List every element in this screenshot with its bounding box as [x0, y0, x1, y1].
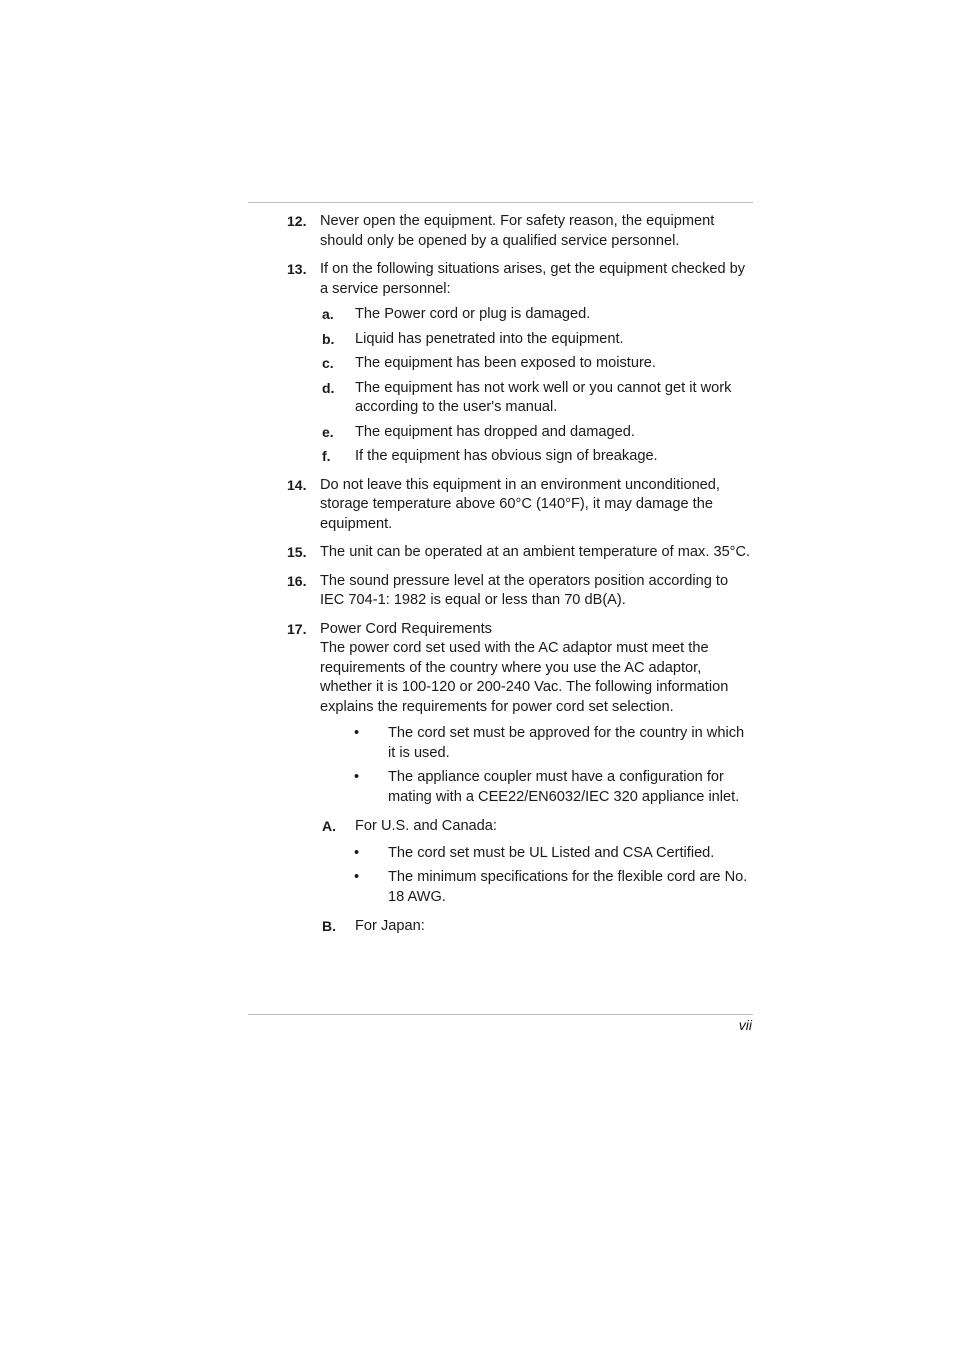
item-text: The sound pressure level at the operators position according to IEC 704-1: 1982 is equal or less than 70 dB(A).	[320, 572, 729, 608]
item-number: 16.	[287, 572, 307, 589]
bullet-text: The cord set must be UL Listed and CSA Certified.	[388, 844, 715, 861]
bullet-item	[320, 768, 753, 807]
item-text: The unit can be operated at an ambient temperature of max. 35°C.	[320, 544, 751, 560]
item-number: 15.	[287, 544, 307, 560]
sub-item-d	[320, 379, 753, 418]
bullet-text: The appliance coupler must have a configuration for mating with a CEE22/EN6032/IEC 320 appliance inlet.	[388, 769, 740, 805]
sub-list	[320, 305, 753, 467]
sub-item-letter: d.	[322, 379, 335, 396]
bullet-icon: •	[354, 844, 360, 861]
sub-item-letter: f.	[322, 448, 331, 464]
sub-section-letter: A.	[322, 818, 336, 834]
item-number: 17.	[287, 620, 307, 637]
sub-item-f	[320, 447, 753, 467]
bullet-list	[320, 844, 753, 908]
list-item-13	[248, 260, 753, 467]
top-rule	[248, 202, 753, 203]
sub-item-text: The equipment has been exposed to moisture.	[355, 355, 656, 371]
bullet-text: The cord set must be approved for the country in which it is used.	[388, 725, 745, 761]
sub-item-c	[320, 354, 753, 374]
sub-item-letter: b.	[322, 330, 335, 347]
item-text: If on the following situations arises, get the equipment checked by a service personnel:	[320, 261, 746, 297]
bullet-item	[320, 724, 753, 763]
sub-item-letter: c.	[322, 355, 334, 371]
list-item-17	[248, 620, 753, 937]
bullet-icon: •	[354, 769, 360, 785]
list-item-15	[248, 543, 753, 563]
bullet-icon: •	[354, 725, 360, 741]
bullet-icon: •	[354, 869, 360, 885]
item-text: Do not leave this equipment in an environment unconditioned, storage temperature above 60°C (140°F), it may damage the equipment.	[320, 476, 720, 532]
bullet-item	[320, 868, 753, 907]
sub-item-text: The Power cord or plug is damaged.	[355, 306, 591, 322]
item-paragraph: The power cord set used with the AC adaptor must meet the requirements of the country where you use the AC adaptor, whether it is 100-120 or 200-240 Vac. The following information explains the requirements for power cord set selection.	[320, 640, 729, 715]
sub-item-text: The equipment has dropped and damaged.	[355, 423, 635, 440]
sub-item-text: Liquid has penetrated into the equipment.	[355, 330, 624, 347]
bullet-item	[320, 844, 753, 864]
list-item-12	[248, 212, 753, 251]
list-item-16	[248, 572, 753, 611]
sub-section-title: For Japan:	[355, 918, 425, 934]
item-number: 12.	[287, 213, 307, 229]
page-number: vii	[738, 1017, 752, 1033]
sub-section-b	[320, 917, 753, 937]
sub-item-a	[320, 305, 753, 325]
sub-item-text: The equipment has not work well or you cannot get it work according to the user's manual.	[355, 379, 732, 415]
sub-section-letter: B.	[322, 918, 336, 934]
item-number: 14.	[287, 476, 307, 493]
item-heading: Power Cord Requirements	[320, 620, 492, 637]
sub-section-title: For U.S. and Canada:	[355, 818, 497, 834]
bullet-text: The minimum specifications for the flexible cord are No. 18 AWG.	[388, 869, 748, 905]
item-text: Never open the equipment. For safety reason, the equipment should only be opened by a qualified service personnel.	[320, 213, 715, 249]
bullet-list	[320, 724, 753, 807]
sub-item-letter: e.	[322, 423, 334, 440]
sub-item-e	[320, 423, 753, 443]
list-item-14	[248, 476, 753, 535]
item-number: 13.	[287, 261, 307, 277]
bottom-rule	[248, 1014, 753, 1015]
sub-item-b	[320, 330, 753, 350]
sub-item-letter: a.	[322, 306, 334, 322]
sub-item-text: If the equipment has obvious sign of breakage.	[355, 448, 658, 464]
page-content	[248, 212, 753, 946]
sub-section-a	[320, 817, 753, 837]
